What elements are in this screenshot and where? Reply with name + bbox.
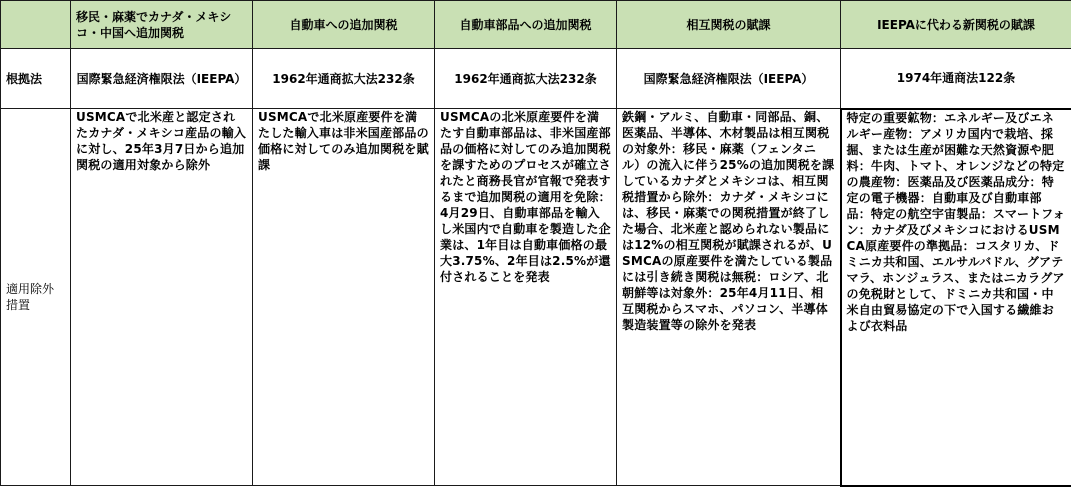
row-label-exemption: 適用除外措置	[1, 109, 71, 486]
basis-cell-5: 1974年通商法122条	[841, 49, 1071, 109]
exemption-row	[1, 109, 1071, 486]
exemption-cell-5: 特定の重要鉱物：エネルギー及びエネルギー産物：アメリカ国内で栽培、採掘、または生産が困難な天然資源や肥料：牛肉、トマト、オレンジなどの特定の農産物：医薬品及び医薬品成分：特定の電子機器：自動車及び自動車部品：特定の航空宇宙製品：スマートフォン：カナダ及びメキシコにおけるUSMCA原産要件の準拠品：コスタリカ、ドミニカ共和国、エルサルバドル、グアテマラ、ホンジュラス、またはニカラグアの免税財として、ドミニカ共和国・中米自由貿易協定の下で入国する繊維および衣料品	[841, 109, 1071, 486]
row-label-basis: 根拠法	[1, 49, 71, 109]
basis-row	[1, 49, 1071, 109]
header-col-1: 移民・麻薬でカナダ・メキシコ・中国へ追加関税	[71, 1, 253, 49]
exemption-cell-4: 鉄鋼・アルミ、自動車・同部品、銅、医薬品、半導体、木材製品は相互関税の対象外：移民・麻薬（フェンタニル）の流入に伴う25%の追加関税を課しているカナダとメキシコは、相互関税措置から除外：カナダ・メキシコには、移民・麻薬での関税措置が終了した場合、北米産と認められない製品には12%の相互関税が賦課されるが、USMCAの原産要件を満たしている製品には引き続き関税は無税：ロシア、北朝鮮等は対象外：25年4月11日、相互関税からスマホ、パソコン、半導体製造装置等の除外を発表	[617, 109, 841, 486]
header-col-5: IEEPAに代わる新関税の賦課	[841, 1, 1071, 49]
header-corner-cell	[1, 1, 71, 49]
basis-cell-2: 1962年通商拡大法232条	[253, 49, 435, 109]
exemption-cell-2: USMCAで北米原産要件を満たした輸入車は非米国産部品の価格に対してのみ追加関税を賦課	[253, 109, 435, 486]
header-col-2: 自動車への追加関税	[253, 1, 435, 49]
header-col-3: 自動車部品への追加関税	[435, 1, 617, 49]
exemption-cell-1: USMCAで北米産と認定されたカナダ・メキシコ産品の輸入に対し、25年3月7日から追加関税の適用対象から除外	[71, 109, 253, 486]
exemption-cell-3: USMCAの北米原産要件を満たす自動車部品は、非米国産部品の価格に対してのみ追加関税を課すためのプロセスが確立されたと商務長官が官報で発表するまで追加関税の適用を免除：4月29日、自動車部品を輸入し米国内で自動車を製造した企業は、1年目は自動車価格の最大3.75%、2年目は2.5%が還付されることを発表	[435, 109, 617, 486]
basis-cell-1: 国際緊急経済権限法（IEEPA）	[71, 49, 253, 109]
basis-cell-4: 国際緊急経済権限法（IEEPA）	[617, 49, 841, 109]
basis-cell-3: 1962年通商拡大法232条	[435, 49, 617, 109]
header-row	[1, 1, 1071, 49]
header-col-4: 相互関税の賦課	[617, 1, 841, 49]
